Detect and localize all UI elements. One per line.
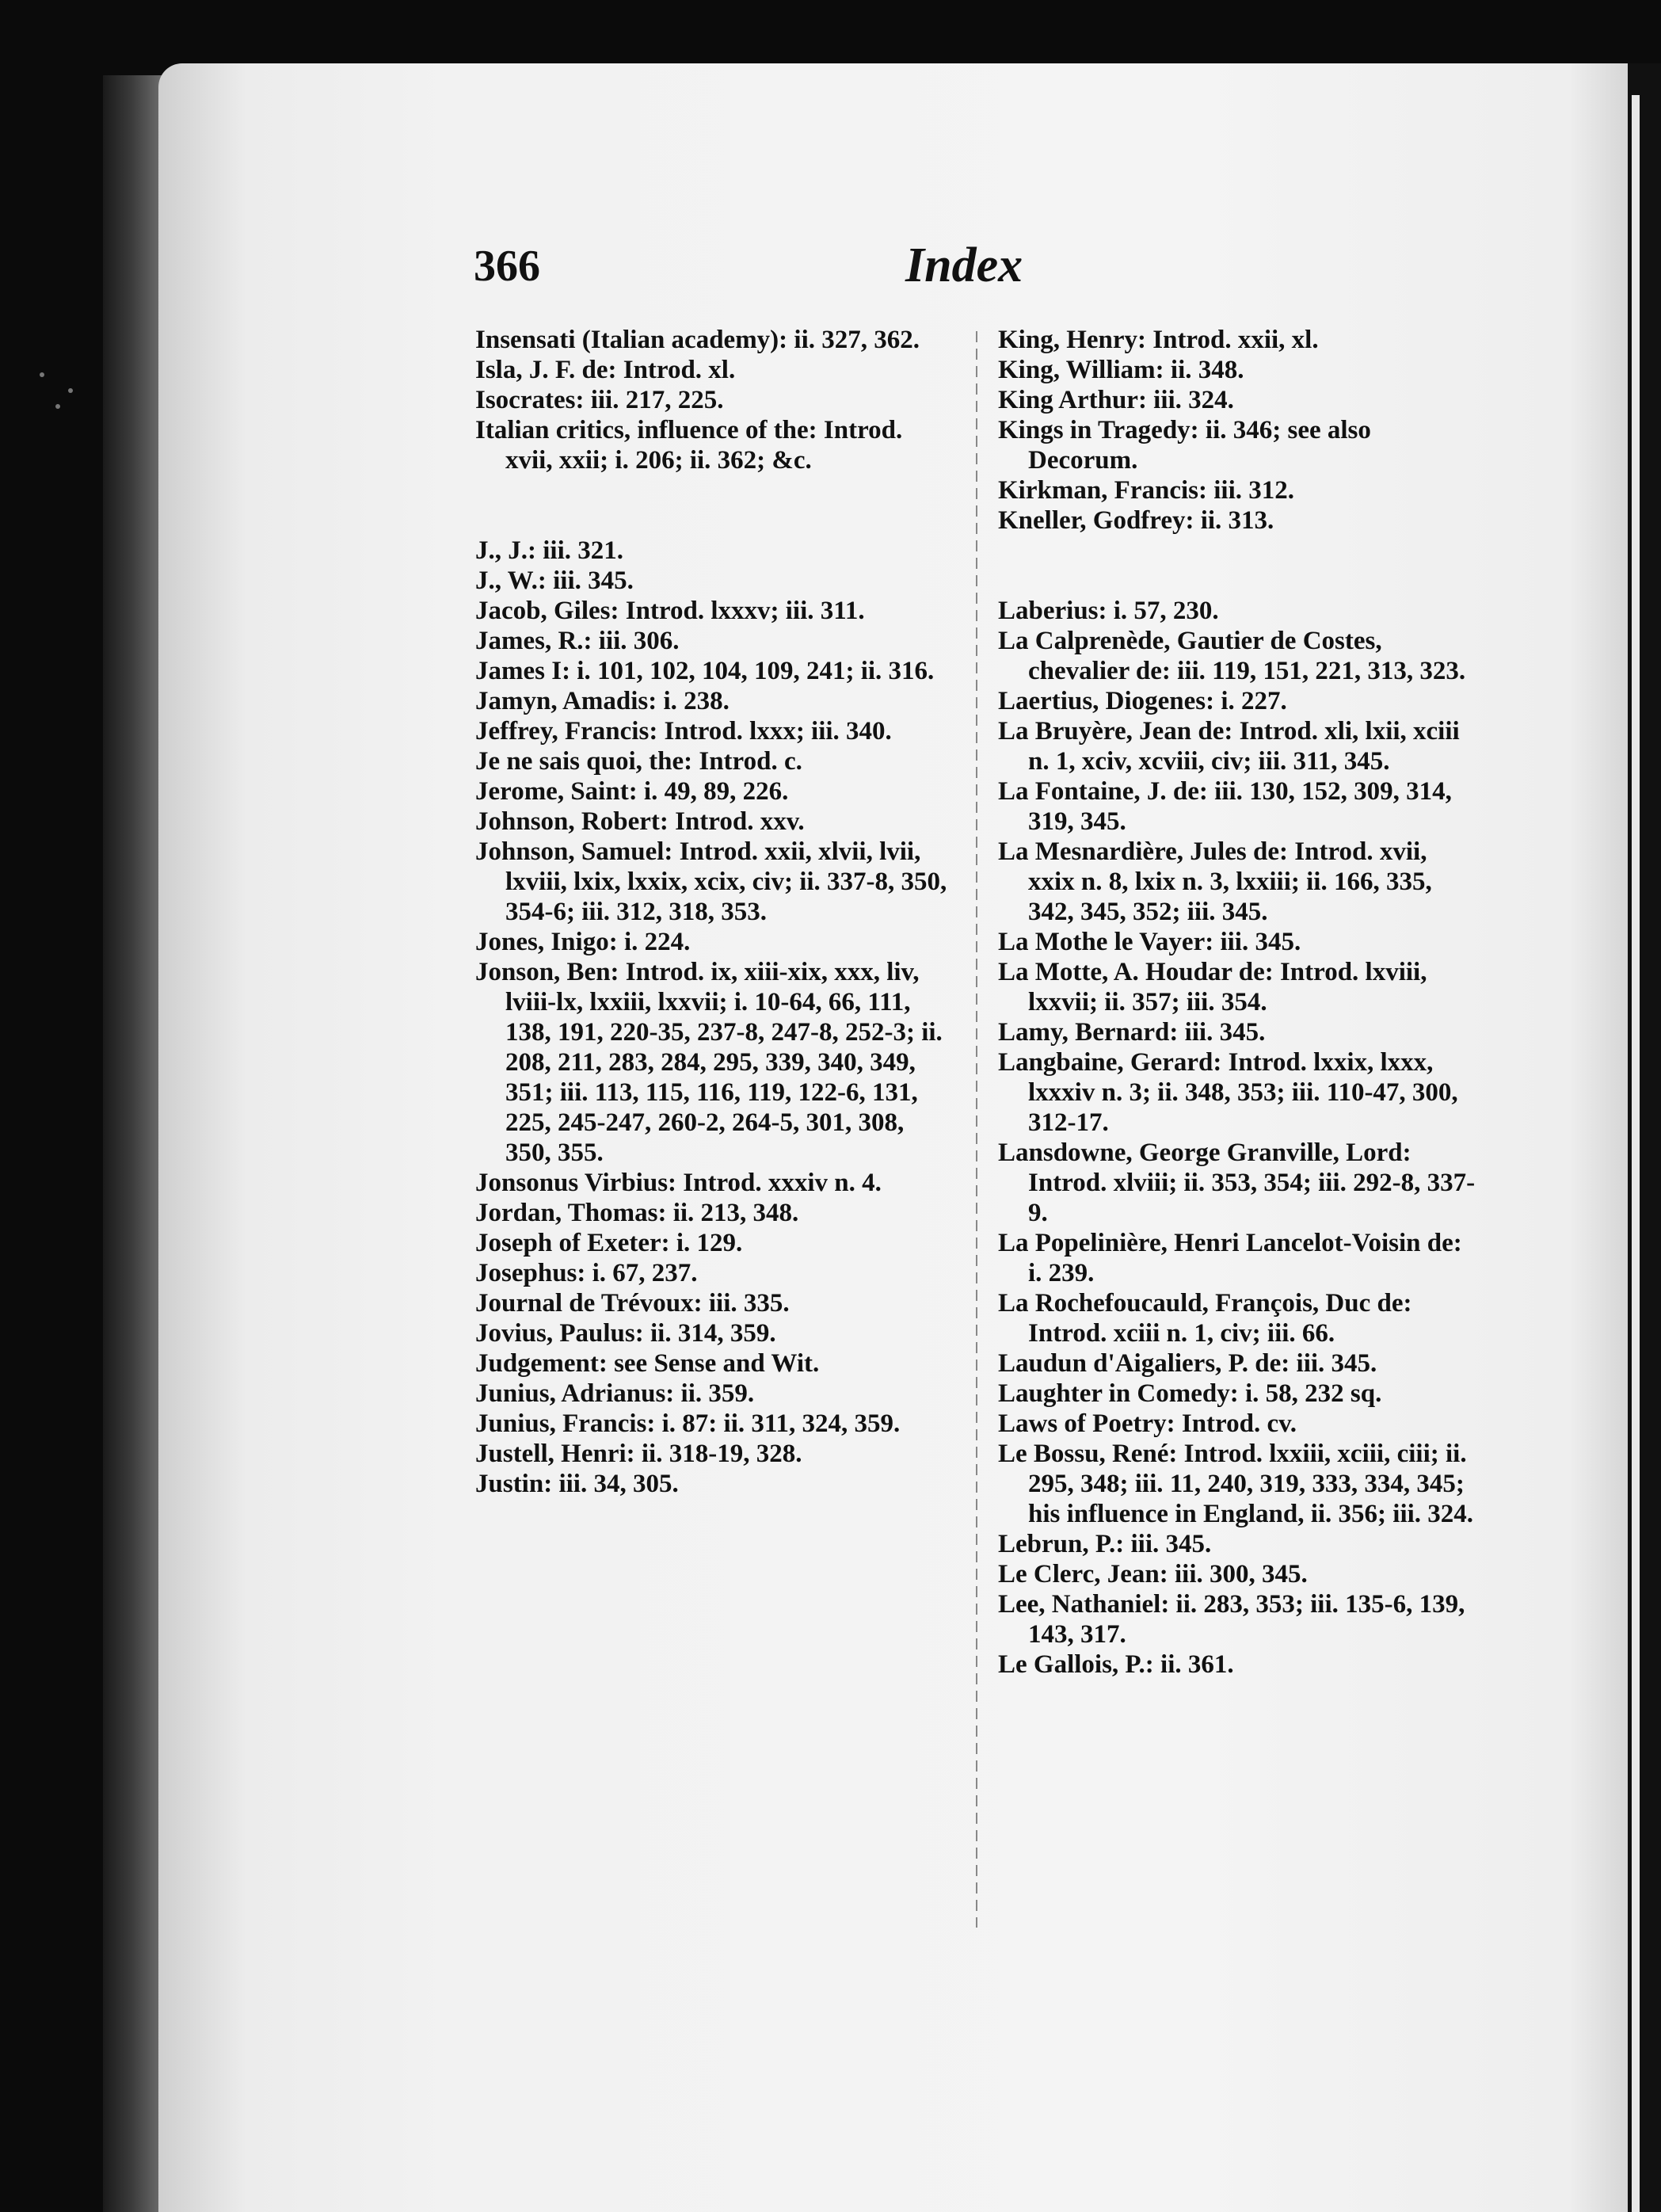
- scan-specks: [32, 357, 79, 452]
- index-entry: Laudun d'Aigaliers, P. de: iii. 345.: [998, 1349, 1377, 1378]
- index-entry: Isla, J. F. de: Introd. xl.: [475, 356, 736, 384]
- index-entry: James I: i. 101, 102, 104, 109, 241; ii. 316.: [475, 657, 935, 685]
- index-entry: King Arthur: iii. 324.: [998, 386, 1234, 414]
- index-entry: Jones, Inigo: i. 224.: [475, 928, 691, 956]
- index-entry: Jovius, Paulus: ii. 314, 359.: [475, 1319, 776, 1348]
- index-entry: Joseph of Exeter: i. 129.: [475, 1229, 743, 1257]
- index-column-right: [998, 325, 1478, 1680]
- index-entry: Kings in Tragedy: ii. 346; see also Decorum.: [998, 416, 1371, 475]
- index-entry: Laertius, Diogenes: i. 227.: [998, 687, 1287, 715]
- index-entry: La Mesnardière, Jules de: Introd. xvii, xxix n. 8, lxix n. 3, lxxiii; ii. 166, 335, 342, 345, 352; iii. 345.: [998, 837, 1432, 926]
- index-column-left: [475, 325, 954, 1499]
- index-entry: Lansdowne, George Granville, Lord: Introd. xlviii; ii. 353, 354; iii. 292-8, 337-9.: [998, 1138, 1476, 1227]
- index-entry: Isocrates: iii. 217, 225.: [475, 386, 724, 414]
- index-entry: Laberius: i. 57, 230.: [998, 597, 1219, 625]
- section-gap: [998, 536, 1478, 596]
- index-entry: La Rochefoucauld, François, Duc de: Introd. xciii n. 1, civ; iii. 66.: [998, 1289, 1412, 1348]
- index-entry: Judgement: see Sense and Wit.: [475, 1349, 820, 1378]
- index-group-i: [475, 325, 954, 475]
- index-entry: Kneller, Godfrey: ii. 313.: [998, 506, 1274, 535]
- index-entry: Insensati (Italian academy): ii. 327, 362.: [475, 326, 920, 354]
- page-number: 366: [474, 242, 540, 291]
- index-entry: La Mothe le Vayer: iii. 345.: [998, 928, 1301, 956]
- index-entry: James, R.: iii. 306.: [475, 627, 680, 655]
- index-entry: Jonson, Ben: Introd. ix, xiii-xix, xxx, liv, lviii-lx, lxxiii, lxxvii; i. 10-64, 66, 111, 138, 191, 220-35, 237-8, 247-8, 252-3; ii. 208, 211, 283, 284, 295, 339, 340, 349, 351; iii. 113, 115, 116, 119, 122-6, 131, 225, 245-247, 260-2, 264-5, 301, 308, 350, 355.: [475, 958, 943, 1167]
- index-entry: Le Bossu, René: Introd. lxxiii, xciii, ciii; ii. 295, 348; iii. 11, 240, 319, 333, 334, 345; his influence in England, ii. 356; iii. 324.: [998, 1440, 1474, 1528]
- column-divider: [976, 331, 977, 1928]
- index-entry: La Motte, A. Houdar de: Introd. lxviii, lxxvii; ii. 357; iii. 354.: [998, 958, 1427, 1016]
- index-group-k: [998, 325, 1478, 536]
- section-gap: [475, 475, 954, 536]
- index-entry: Langbaine, Gerard: Introd. lxxix, lxxx, lxxxiv n. 3; ii. 348, 353; iii. 110-47, 300, 312-17.: [998, 1048, 1458, 1137]
- index-entry: Laws of Poetry: Introd. cv.: [998, 1409, 1297, 1438]
- index-group-l: [998, 596, 1478, 1680]
- index-entry: Lamy, Bernard: iii. 345.: [998, 1018, 1266, 1047]
- index-entry: La Calprenède, Gautier de Costes, chevalier de: iii. 119, 151, 221, 313, 323.: [998, 627, 1466, 685]
- index-entry: La Fontaine, J. de: iii. 130, 152, 309, 314, 319, 345.: [998, 777, 1452, 836]
- index-entry: Jonsonus Virbius: Introd. xxxiv n. 4.: [475, 1169, 882, 1197]
- facing-page-sliver: [1632, 95, 1640, 2212]
- index-entry: Johnson, Robert: Introd. xxv.: [475, 807, 805, 836]
- page-title: Index: [905, 238, 1023, 292]
- index-entry: La Bruyère, Jean de: Introd. xli, lxii, xciii n. 1, xciv, xcviii, civ; iii. 311, 345.: [998, 717, 1460, 776]
- index-entry: Lebrun, P.: iii. 345.: [998, 1530, 1212, 1558]
- index-entry: Jeffrey, Francis: Introd. lxxx; iii. 340.: [475, 717, 892, 746]
- index-entry: Johnson, Samuel: Introd. xxii, xlvii, lvii, lxviii, lxix, lxxix, xcix, civ; ii. 337-8, 350, 354-6; iii. 312, 318, 353.: [475, 837, 947, 926]
- index-entry: Laughter in Comedy: i. 58, 232 sq.: [998, 1379, 1382, 1408]
- index-group-j: [475, 536, 954, 1499]
- index-entry: Lee, Nathaniel: ii. 283, 353; iii. 135-6, 139, 143, 317.: [998, 1590, 1465, 1649]
- index-entry: Justell, Henri: ii. 318-19, 328.: [475, 1440, 802, 1468]
- index-entry: La Popelinière, Henri Lancelot-Voisin de: i. 239.: [998, 1229, 1462, 1287]
- index-entry: Jacob, Giles: Introd. lxxxv; iii. 311.: [475, 597, 865, 625]
- index-entry: Junius, Adrianus: ii. 359.: [475, 1379, 755, 1408]
- index-entry: J., J.: iii. 321.: [475, 536, 623, 565]
- index-entry: Jordan, Thomas: ii. 213, 348.: [475, 1199, 799, 1227]
- index-entry: Junius, Francis: i. 87: ii. 311, 324, 359.: [475, 1409, 901, 1438]
- index-entry: Le Gallois, P.: ii. 361.: [998, 1650, 1234, 1679]
- index-entry: King, Henry: Introd. xxii, xl.: [998, 326, 1319, 354]
- index-entry: Justin: iii. 34, 305.: [475, 1470, 679, 1498]
- index-entry: J., W.: iii. 345.: [475, 566, 634, 595]
- index-entry: Journal de Trévoux: iii. 335.: [475, 1289, 790, 1318]
- index-entry: Kirkman, Francis: iii. 312.: [998, 476, 1294, 505]
- index-entry: Je ne sais quoi, the: Introd. c.: [475, 747, 802, 776]
- index-entry: King, William: ii. 348.: [998, 356, 1244, 384]
- index-entry: Italian critics, influence of the: Introd. xvii, xxii; i. 206; ii. 362; &c.: [475, 416, 903, 475]
- running-head: [474, 238, 1028, 301]
- index-entry: Jerome, Saint: i. 49, 89, 226.: [475, 777, 789, 806]
- index-entry: Josephus: i. 67, 237.: [475, 1259, 698, 1287]
- index-entry: Le Clerc, Jean: iii. 300, 345.: [998, 1560, 1308, 1588]
- index-entry: Jamyn, Amadis: i. 238.: [475, 687, 730, 715]
